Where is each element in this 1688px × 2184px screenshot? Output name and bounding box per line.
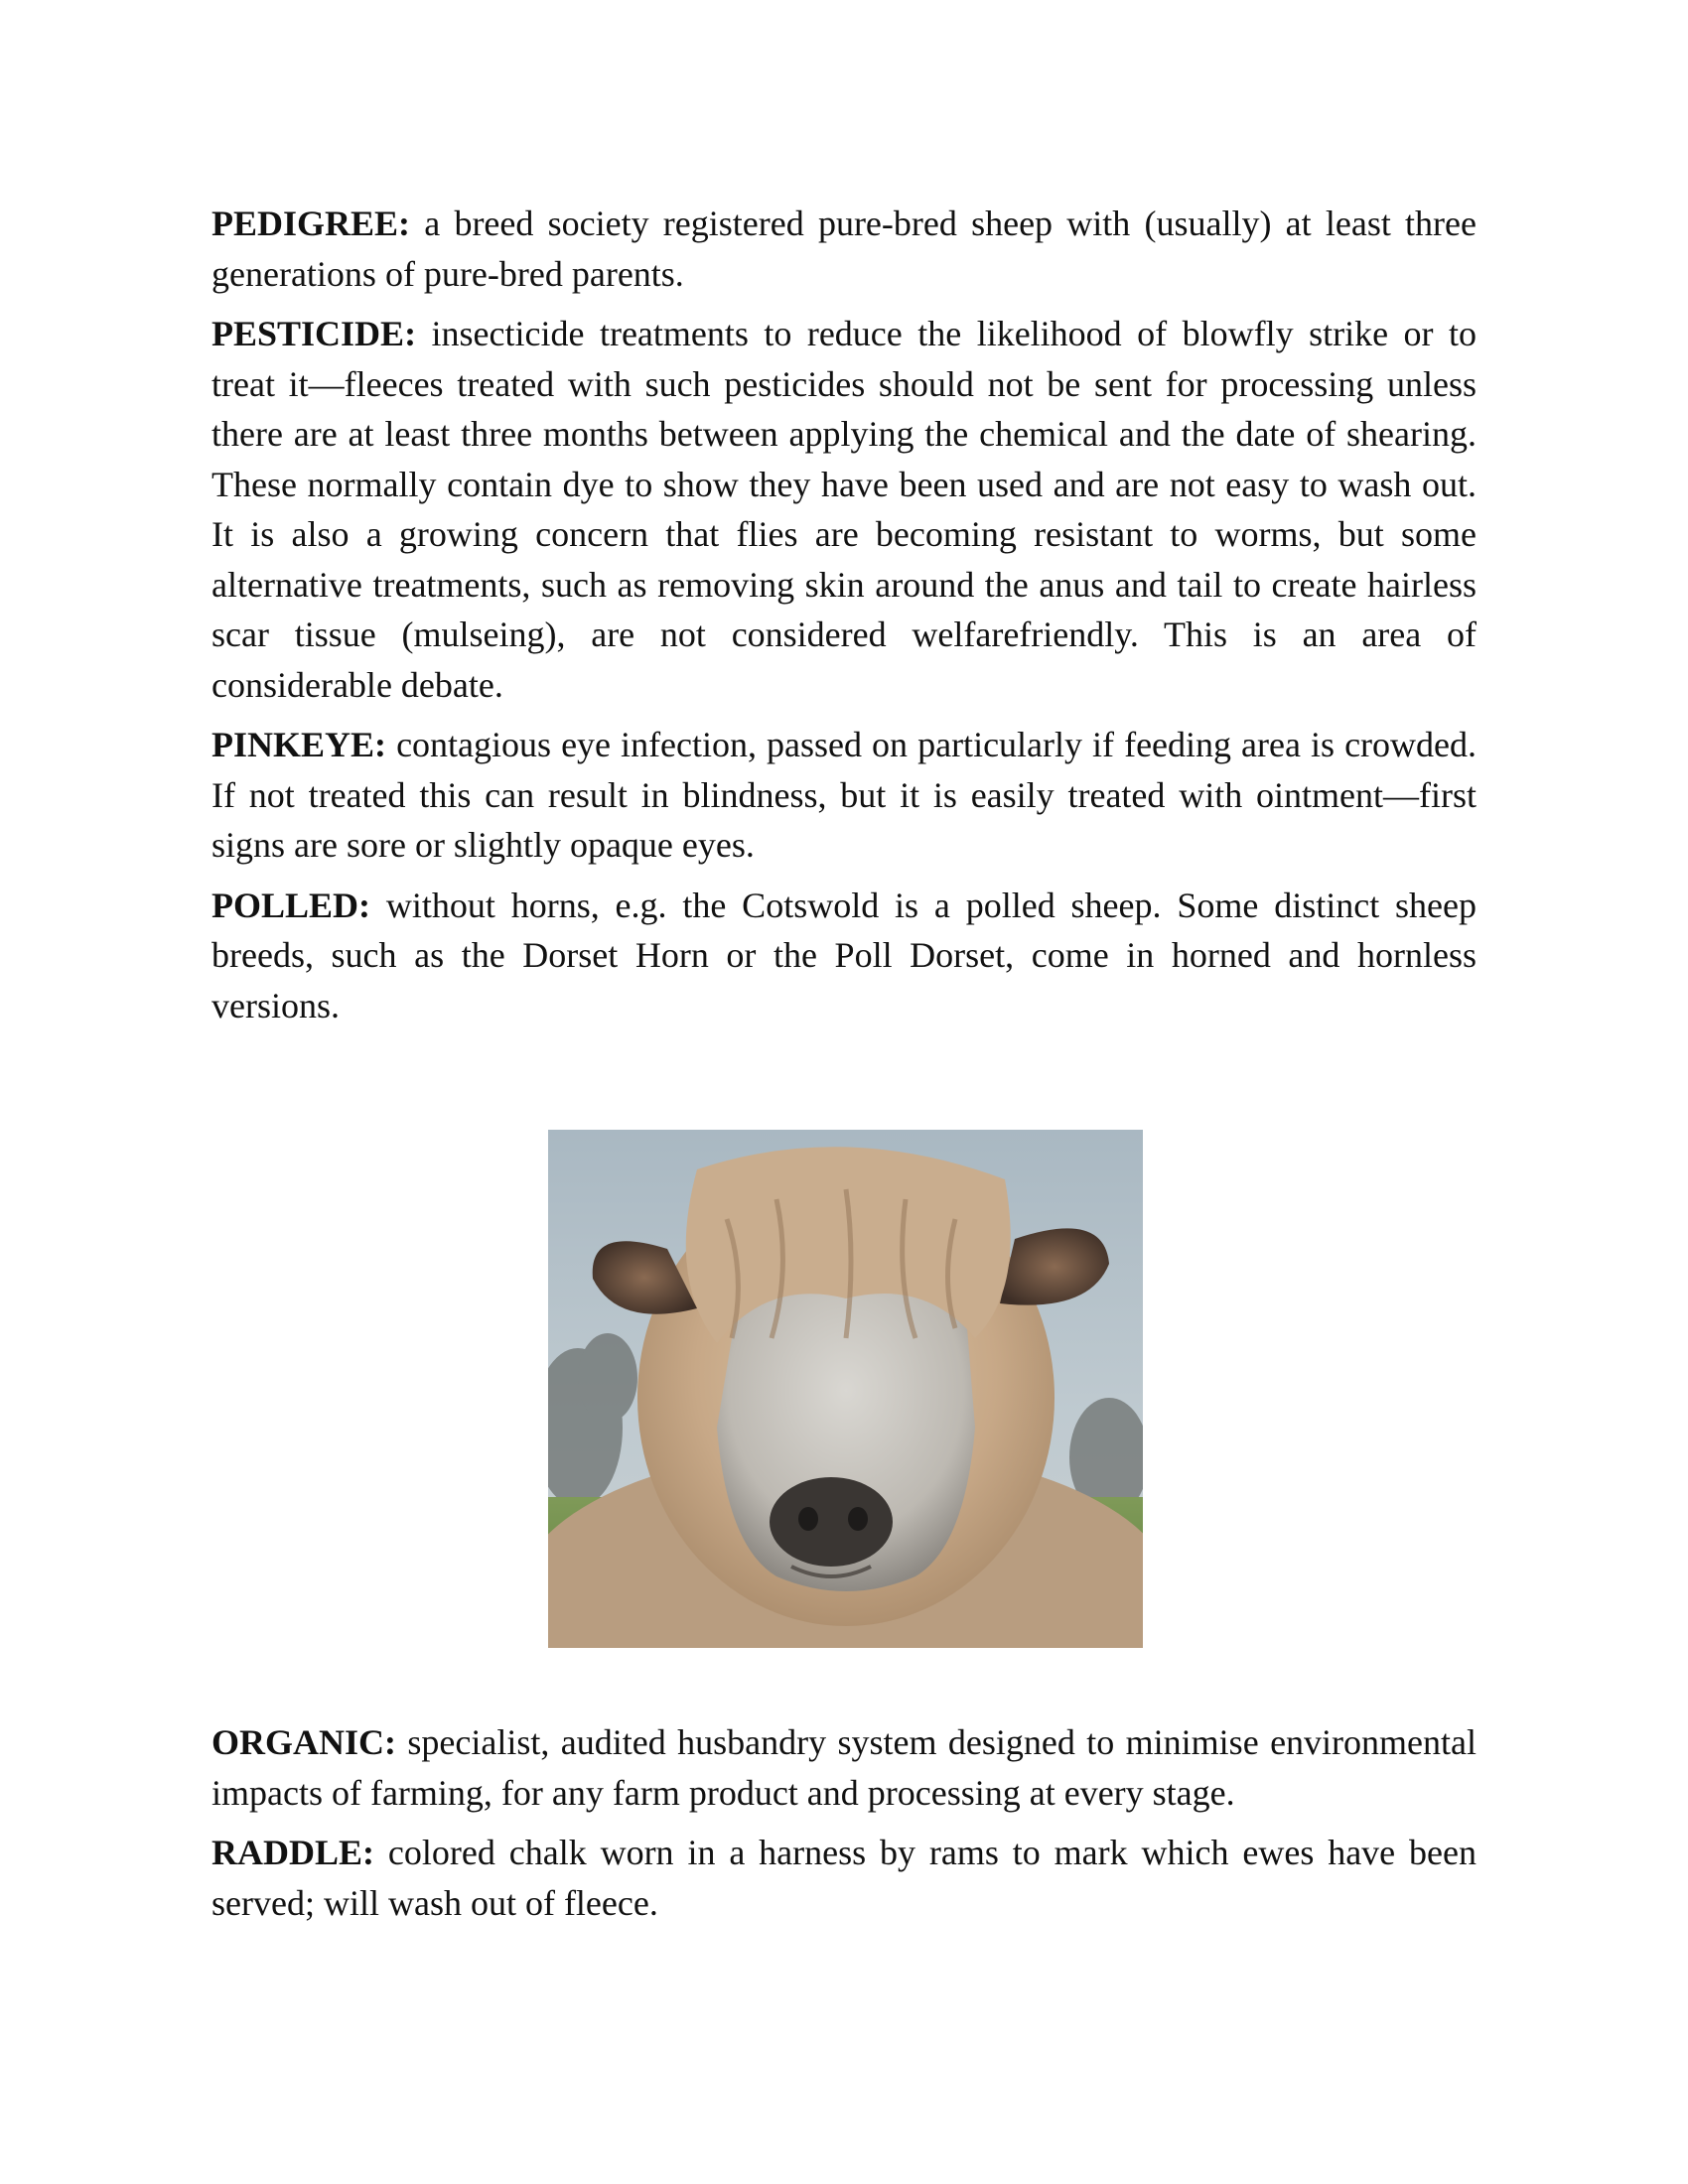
term-pesticide: PESTICIDE: (211, 314, 417, 353)
term-polled: POLLED: (211, 885, 371, 925)
glossary-bottom-section (211, 1717, 1477, 1928)
glossary-top-section (211, 199, 1477, 1030)
glossary-entry-polled (211, 881, 1477, 1031)
sheep-photo (548, 1130, 1143, 1648)
term-raddle: RADDLE: (211, 1833, 375, 1872)
definition-raddle: colored chalk worn in a harness by rams to mark which ewes have been served; will wash out of fleece. (211, 1833, 1477, 1923)
term-pedigree: PEDIGREE: (211, 204, 411, 243)
definition-pedigree: a breed society registered pure-bred sheep with (usually) at least three generations of pure-bred parents. (211, 204, 1477, 294)
term-organic: ORGANIC: (211, 1722, 396, 1762)
glossary-entry-pedigree (211, 199, 1477, 299)
definition-pinkeye: contagious eye infection, passed on particularly if feeding area is crowded. If not treated this can result in blindness, but it is easily treated with ointment—first signs are sore or slightly opaque eyes. (211, 725, 1477, 865)
glossary-entry-organic (211, 1717, 1477, 1818)
glossary-entry-raddle (211, 1828, 1477, 1928)
definition-polled: without horns, e.g. the Cotswold is a polled sheep. Some distinct sheep breeds, such as the Dorset Horn or the Poll Dorset, come in horned and hornless versions. (211, 885, 1477, 1025)
definition-organic: specialist, audited husbandry system designed to minimise environmental impacts of farming, for any farm product and processing at every stage. (211, 1722, 1477, 1813)
definition-pesticide: insecticide treatments to reduce the likelihood of blowfly strike or to treat it—fleeces treated with such pesticides should not be sent for processing unless there are at least three months between applying the chemical and the date of shearing. These normally contain dye to show they have been used and are not easy to wash out. It is also a growing concern that flies are becoming resistant to worms, but some alternative treatments, such as removing skin around the anus and tail to create hairless scar tissue (mulseing), are not considered welfarefriendly. This is an area of considerable debate. (211, 314, 1477, 705)
glossary-entry-pesticide (211, 309, 1477, 710)
term-pinkeye: PINKEYE: (211, 725, 387, 764)
glossary-entry-pinkeye (211, 720, 1477, 871)
